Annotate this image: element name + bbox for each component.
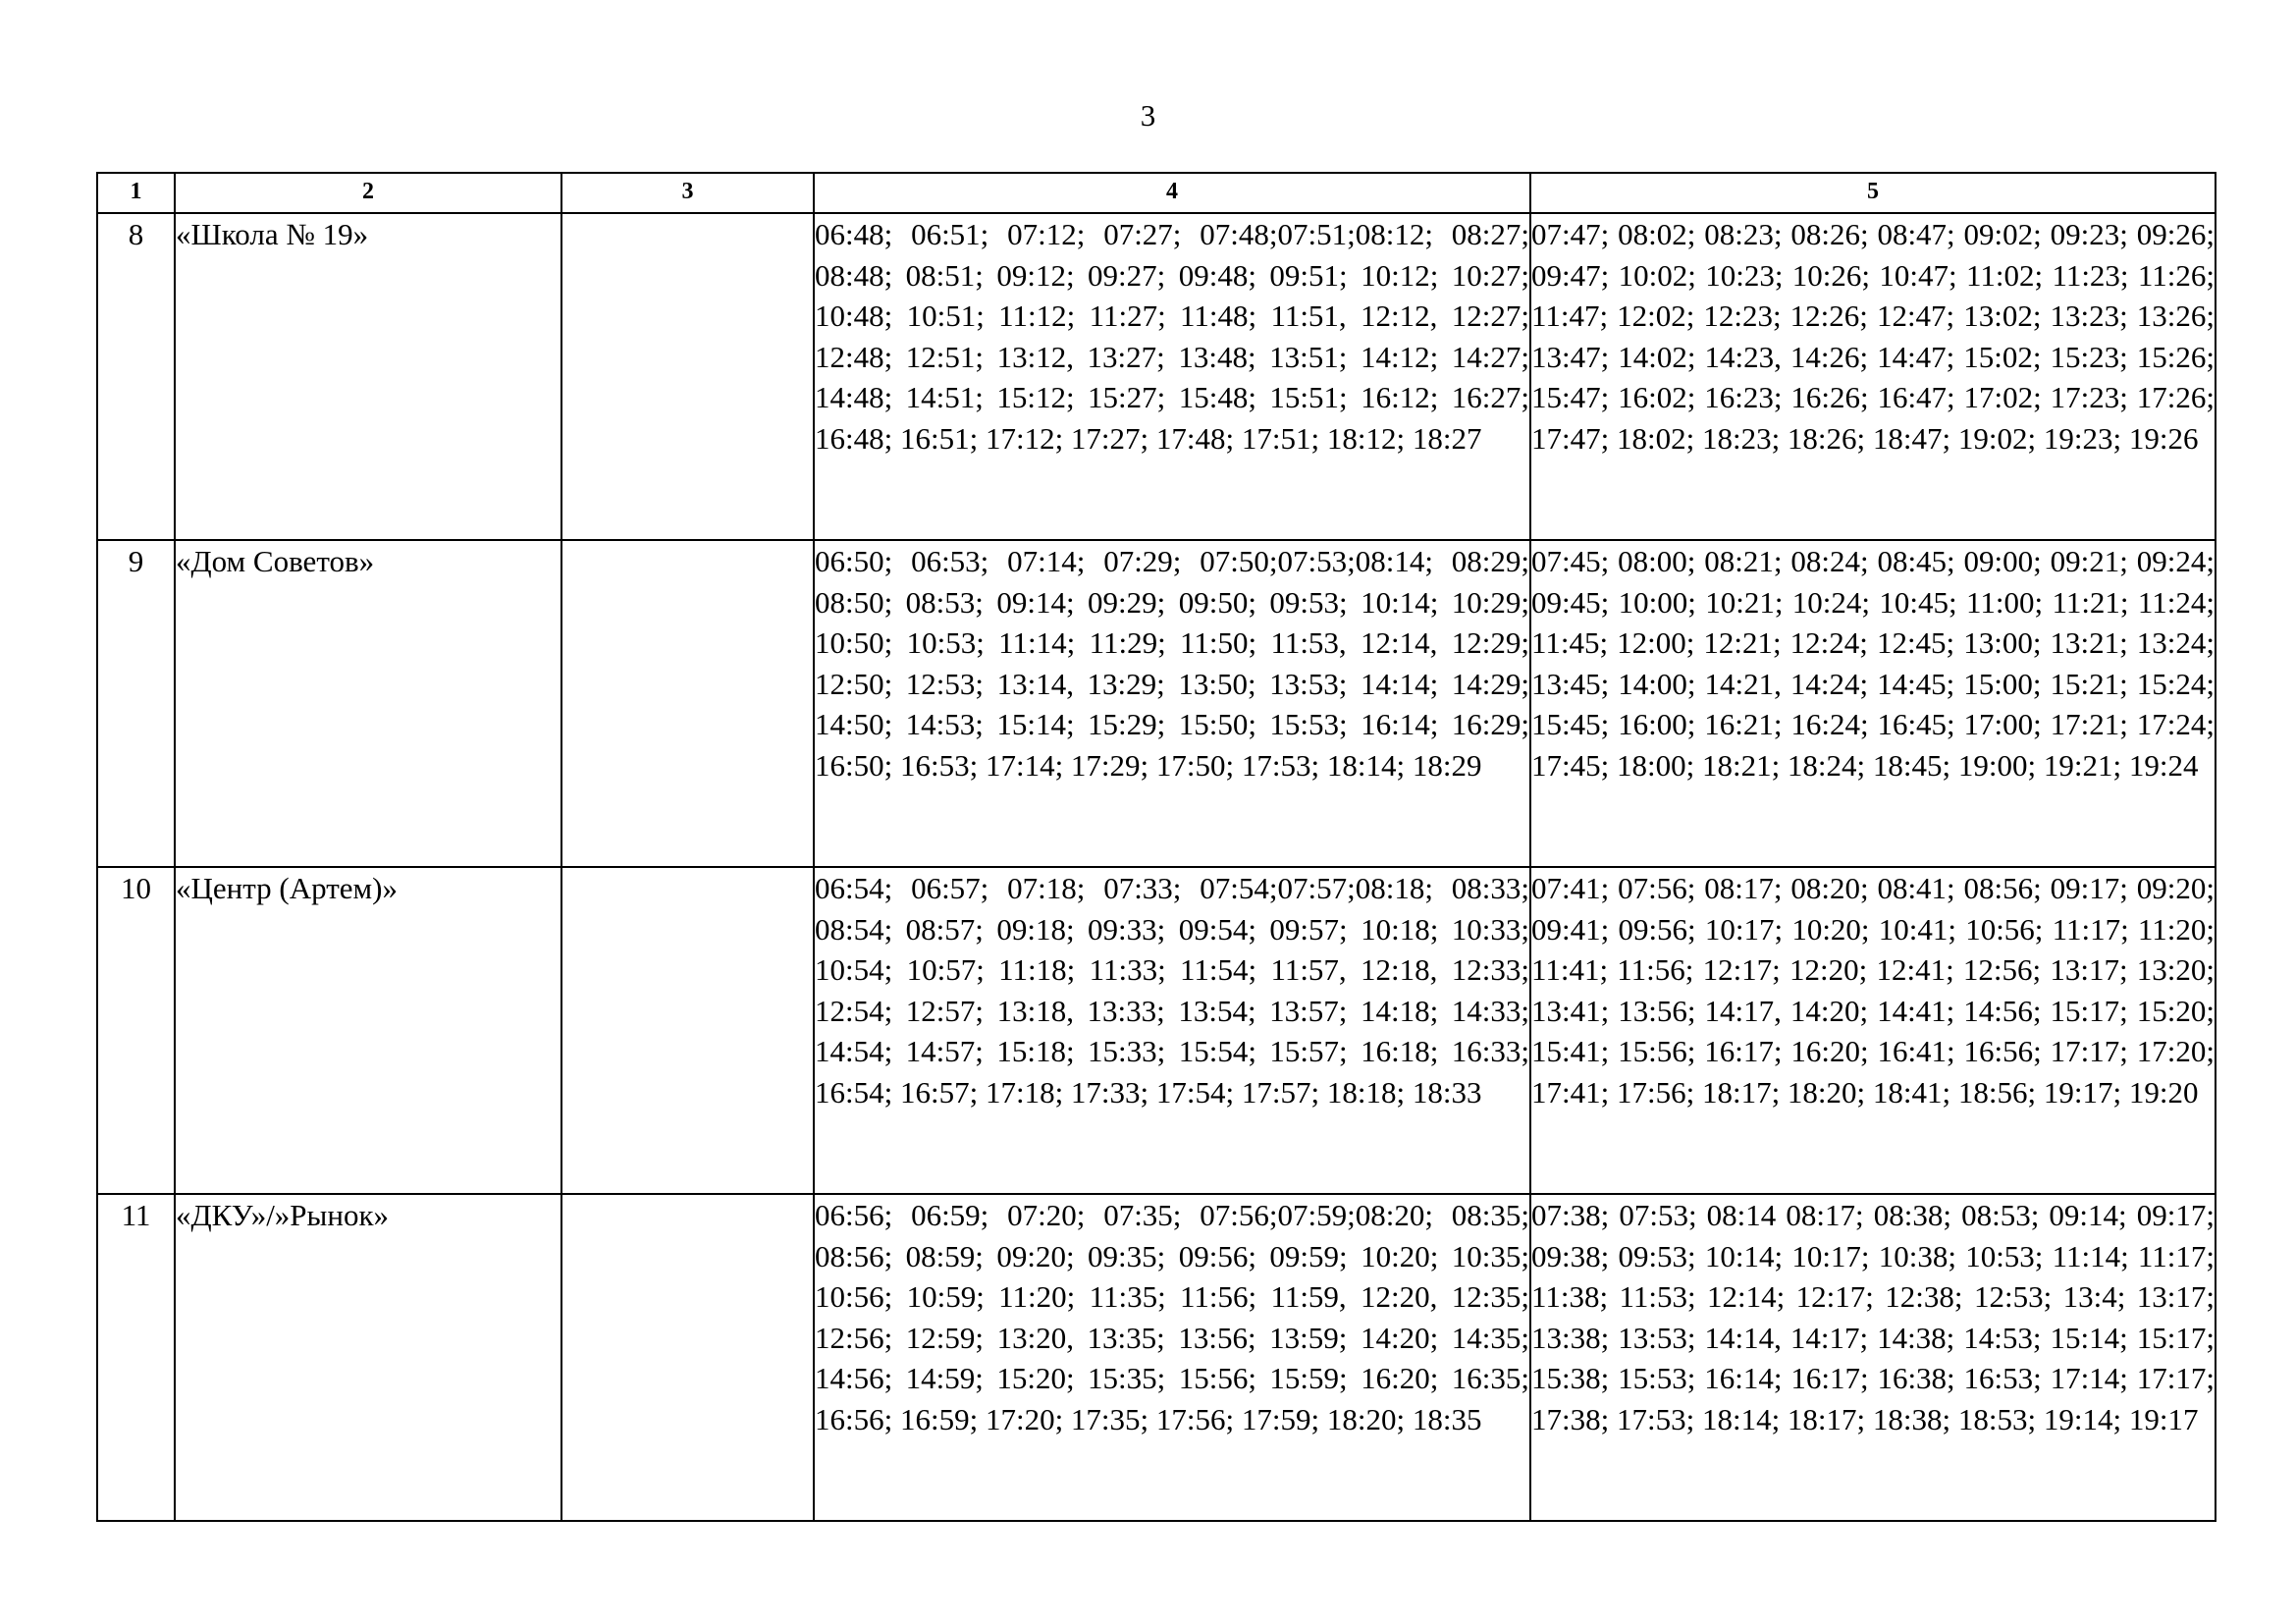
departure-times-col5: 07:47; 08:02; 08:23; 08:26; 08:47; 09:02; 09:23; 09:26; 09:47; 10:02; 10:23; 10:26; 10:47; 11:02; 11:23; 11:26; 11:47; 12:02; 12:23; 12:26; 12:47; 13:02; 13:23; 13:26; 13:47; 14:02; 14:23, 14:26; 14:47; 15:02; 15:23; 15:26; 15:47; 16:02; 16:23; 16:26; 16:47; 17:02; 17:23; 17:26; 17:47; 18:02; 18:23; 18:26; 18:47; 19:02; 19:23; 19:26 — [1530, 213, 2216, 540]
departure-times-col5: 07:38; 07:53; 08:14 08:17; 08:38; 08:53; 09:14; 09:17; 09:38; 09:53; 10:14; 10:17; 10:38; 10:53; 11:14; 11:17; 11:38; 11:53; 12:14; 12:17; 12:38; 12:53; 13:4; 13:17; 13:38; 13:53; 14:14, 14:17; 14:38; 14:53; 15:14; 15:17; 15:38; 15:53; 16:14; 16:17; 16:38; 16:53; 17:14; 17:17; 17:38; 17:53; 18:14; 18:17; 18:38; 18:53; 19:14; 19:17 — [1530, 1194, 2216, 1521]
table-row — [97, 867, 2216, 1194]
departure-times-col4: 06:50; 06:53; 07:14; 07:29; 07:50;07:53;08:14; 08:29; 08:50; 08:53; 09:14; 09:29; 09:50; 09:53; 10:14; 10:29; 10:50; 10:53; 11:14; 11:29; 11:50; 11:53, 12:14, 12:29; 12:50; 12:53; 13:14, 13:29; 13:50; 13:53; 14:14; 14:29; 14:50; 14:53; 15:14; 15:29; 15:50; 15:53; 16:14; 16:29; 16:50; 16:53; 17:14; 17:29; 17:50; 17:53; 18:14; 18:29 — [814, 540, 1530, 867]
header-col-4: 4 — [814, 173, 1530, 213]
stop-name: «Школа № 19» — [175, 213, 561, 540]
row-number: 9 — [97, 540, 175, 867]
page-number: 3 — [1140, 98, 1156, 133]
empty-cell — [561, 540, 814, 867]
row-number: 10 — [97, 867, 175, 1194]
empty-cell — [561, 867, 814, 1194]
header-col-2: 2 — [175, 173, 561, 213]
header-col-1: 1 — [97, 173, 175, 213]
departure-times-col4: 06:56; 06:59; 07:20; 07:35; 07:56;07:59;08:20; 08:35; 08:56; 08:59; 09:20; 09:35; 09:56; 09:59; 10:20; 10:35; 10:56; 10:59; 11:20; 11:35; 11:56; 11:59, 12:20, 12:35; 12:56; 12:59; 13:20, 13:35; 13:56; 13:59; 14:20; 14:35; 14:56; 14:59; 15:20; 15:35; 15:56; 15:59; 16:20; 16:35; 16:56; 16:59; 17:20; 17:35; 17:56; 17:59; 18:20; 18:35 — [814, 1194, 1530, 1521]
header-row — [97, 173, 2216, 213]
table-row — [97, 1194, 2216, 1521]
header-col-5: 5 — [1530, 173, 2216, 213]
stop-name: «ДКУ»/»Рынок» — [175, 1194, 561, 1521]
row-number: 8 — [97, 213, 175, 540]
header-col-3: 3 — [561, 173, 814, 213]
table-row — [97, 540, 2216, 867]
stop-name: «Дом Советов» — [175, 540, 561, 867]
row-number: 11 — [97, 1194, 175, 1521]
table-row — [97, 213, 2216, 540]
empty-cell — [561, 1194, 814, 1521]
departure-times-col4: 06:48; 06:51; 07:12; 07:27; 07:48;07:51;08:12; 08:27; 08:48; 08:51; 09:12; 09:27; 09:48; 09:51; 10:12; 10:27; 10:48; 10:51; 11:12; 11:27; 11:48; 11:51, 12:12, 12:27; 12:48; 12:51; 13:12, 13:27; 13:48; 13:51; 14:12; 14:27; 14:48; 14:51; 15:12; 15:27; 15:48; 15:51; 16:12; 16:27; 16:48; 16:51; 17:12; 17:27; 17:48; 17:51; 18:12; 18:27 — [814, 213, 1530, 540]
stop-name: «Центр (Артем)» — [175, 867, 561, 1194]
empty-cell — [561, 213, 814, 540]
schedule-table — [96, 172, 2216, 1522]
departure-times-col5: 07:41; 07:56; 08:17; 08:20; 08:41; 08:56; 09:17; 09:20; 09:41; 09:56; 10:17; 10:20; 10:41; 10:56; 11:17; 11:20; 11:41; 11:56; 12:17; 12:20; 12:41; 12:56; 13:17; 13:20; 13:41; 13:56; 14:17, 14:20; 14:41; 14:56; 15:17; 15:20; 15:41; 15:56; 16:17; 16:20; 16:41; 16:56; 17:17; 17:20; 17:41; 17:56; 18:17; 18:20; 18:41; 18:56; 19:17; 19:20 — [1530, 867, 2216, 1194]
departure-times-col5: 07:45; 08:00; 08:21; 08:24; 08:45; 09:00; 09:21; 09:24; 09:45; 10:00; 10:21; 10:24; 10:45; 11:00; 11:21; 11:24; 11:45; 12:00; 12:21; 12:24; 12:45; 13:00; 13:21; 13:24; 13:45; 14:00; 14:21, 14:24; 14:45; 15:00; 15:21; 15:24; 15:45; 16:00; 16:21; 16:24; 16:45; 17:00; 17:21; 17:24; 17:45; 18:00; 18:21; 18:24; 18:45; 19:00; 19:21; 19:24 — [1530, 540, 2216, 867]
departure-times-col4: 06:54; 06:57; 07:18; 07:33; 07:54;07:57;08:18; 08:33; 08:54; 08:57; 09:18; 09:33; 09:54; 09:57; 10:18; 10:33; 10:54; 10:57; 11:18; 11:33; 11:54; 11:57, 12:18, 12:33; 12:54; 12:57; 13:18, 13:33; 13:54; 13:57; 14:18; 14:33; 14:54; 14:57; 15:18; 15:33; 15:54; 15:57; 16:18; 16:33; 16:54; 16:57; 17:18; 17:33; 17:54; 17:57; 18:18; 18:33 — [814, 867, 1530, 1194]
